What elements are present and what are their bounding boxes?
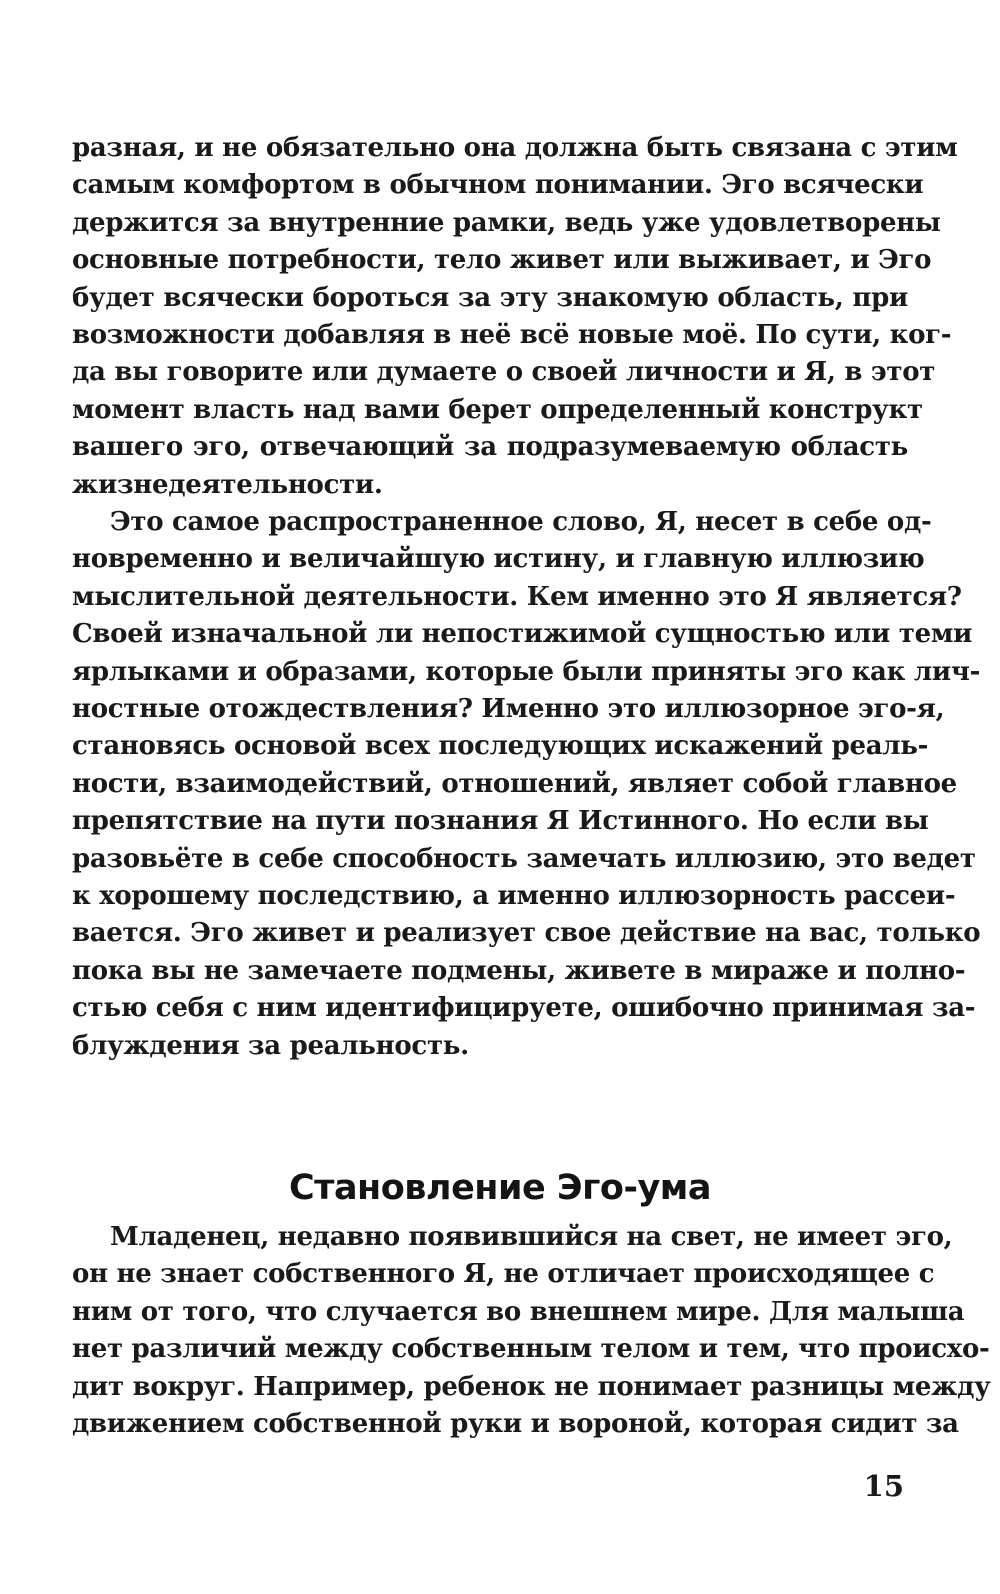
- text-line: к хорошему последствию, а именно иллюзорность рассеи-: [72, 881, 956, 911]
- text-line: дит вокруг. Например, ребенок не понимает разницы между: [72, 1371, 991, 1402]
- text-line: пока вы не замечаете подмены, живете в мираже и полно-: [72, 955, 966, 986]
- text-line: самым комфортом в обычном понимании. Эго всячески: [72, 170, 924, 201]
- text-line: становясь основой всех последующих искажений реаль-: [72, 731, 929, 762]
- text-line: жизнедеятельности.: [72, 469, 383, 500]
- text-line: стью себя с ним идентифицируете, ошибочно принимая за-: [72, 993, 976, 1024]
- text-line: основные потребности, тело живет или выживает, и Эго: [72, 245, 932, 276]
- text-line: нет различий между собственным телом и тем, что происхо-: [72, 1334, 990, 1365]
- text-line: он не знает собственного Я, не отличает происходящее с: [72, 1259, 935, 1290]
- text-line: блуждения за реальность.: [72, 1030, 469, 1061]
- text-line: ностные отождествления? Именно это иллюзорное эго-я,: [72, 694, 945, 724]
- text-line: будет всячески бороться за эту знакомую область, при: [72, 282, 908, 313]
- text-line: возможности добавляя в неё всё новые моё. По сути, ког-: [72, 320, 952, 350]
- text-line: момент власть над вами берет определенный конструкт: [72, 394, 923, 425]
- text-line: держится за внутренние рамки, ведь уже удовлетворены: [72, 207, 941, 238]
- text-line: ним от того, что случается во внешнем мире. Для малыша: [72, 1296, 965, 1327]
- text-line: Это самое распространенное слово, Я, несет в себе од-: [110, 507, 932, 537]
- text-line: новременно и величайшую истину, и главную иллюзию: [72, 544, 925, 575]
- text-line: разовьёте в себе способность замечать иллюзию, это ведет: [72, 843, 976, 874]
- text-line: вашего эго, отвечающий за подразумеваемую область: [72, 432, 908, 463]
- text-line: Младенец, недавно появившийся на свет, не имеет эго,: [110, 1222, 953, 1252]
- section-heading: Становление Эго-ума: [288, 1168, 712, 1209]
- text-line: мыслительной деятельности. Кем именно это Я является?: [72, 581, 962, 612]
- text-line: ярлыками и образами, которые были приняты эго как лич-: [72, 656, 981, 687]
- page-number: 15: [863, 1469, 904, 1503]
- text-line: препятствие на пути познания Я Истинного. Но если вы: [72, 806, 929, 837]
- text-line: ности, взаимодействий, отношений, являет собой главное: [72, 768, 957, 799]
- text-line: вается. Эго живет и реализует свое действие на вас, только: [72, 918, 981, 949]
- text-line: разная, и не обязательно она должна быть связана с этим: [72, 133, 958, 163]
- text-line: Своей изначальной ли непостижимой сущностью или теми: [72, 619, 973, 650]
- text-line: да вы говорите или думаете о своей личности и Я, в этот: [72, 357, 936, 388]
- text-line: движением собственной руки и вороной, которая сидит за: [72, 1409, 959, 1439]
